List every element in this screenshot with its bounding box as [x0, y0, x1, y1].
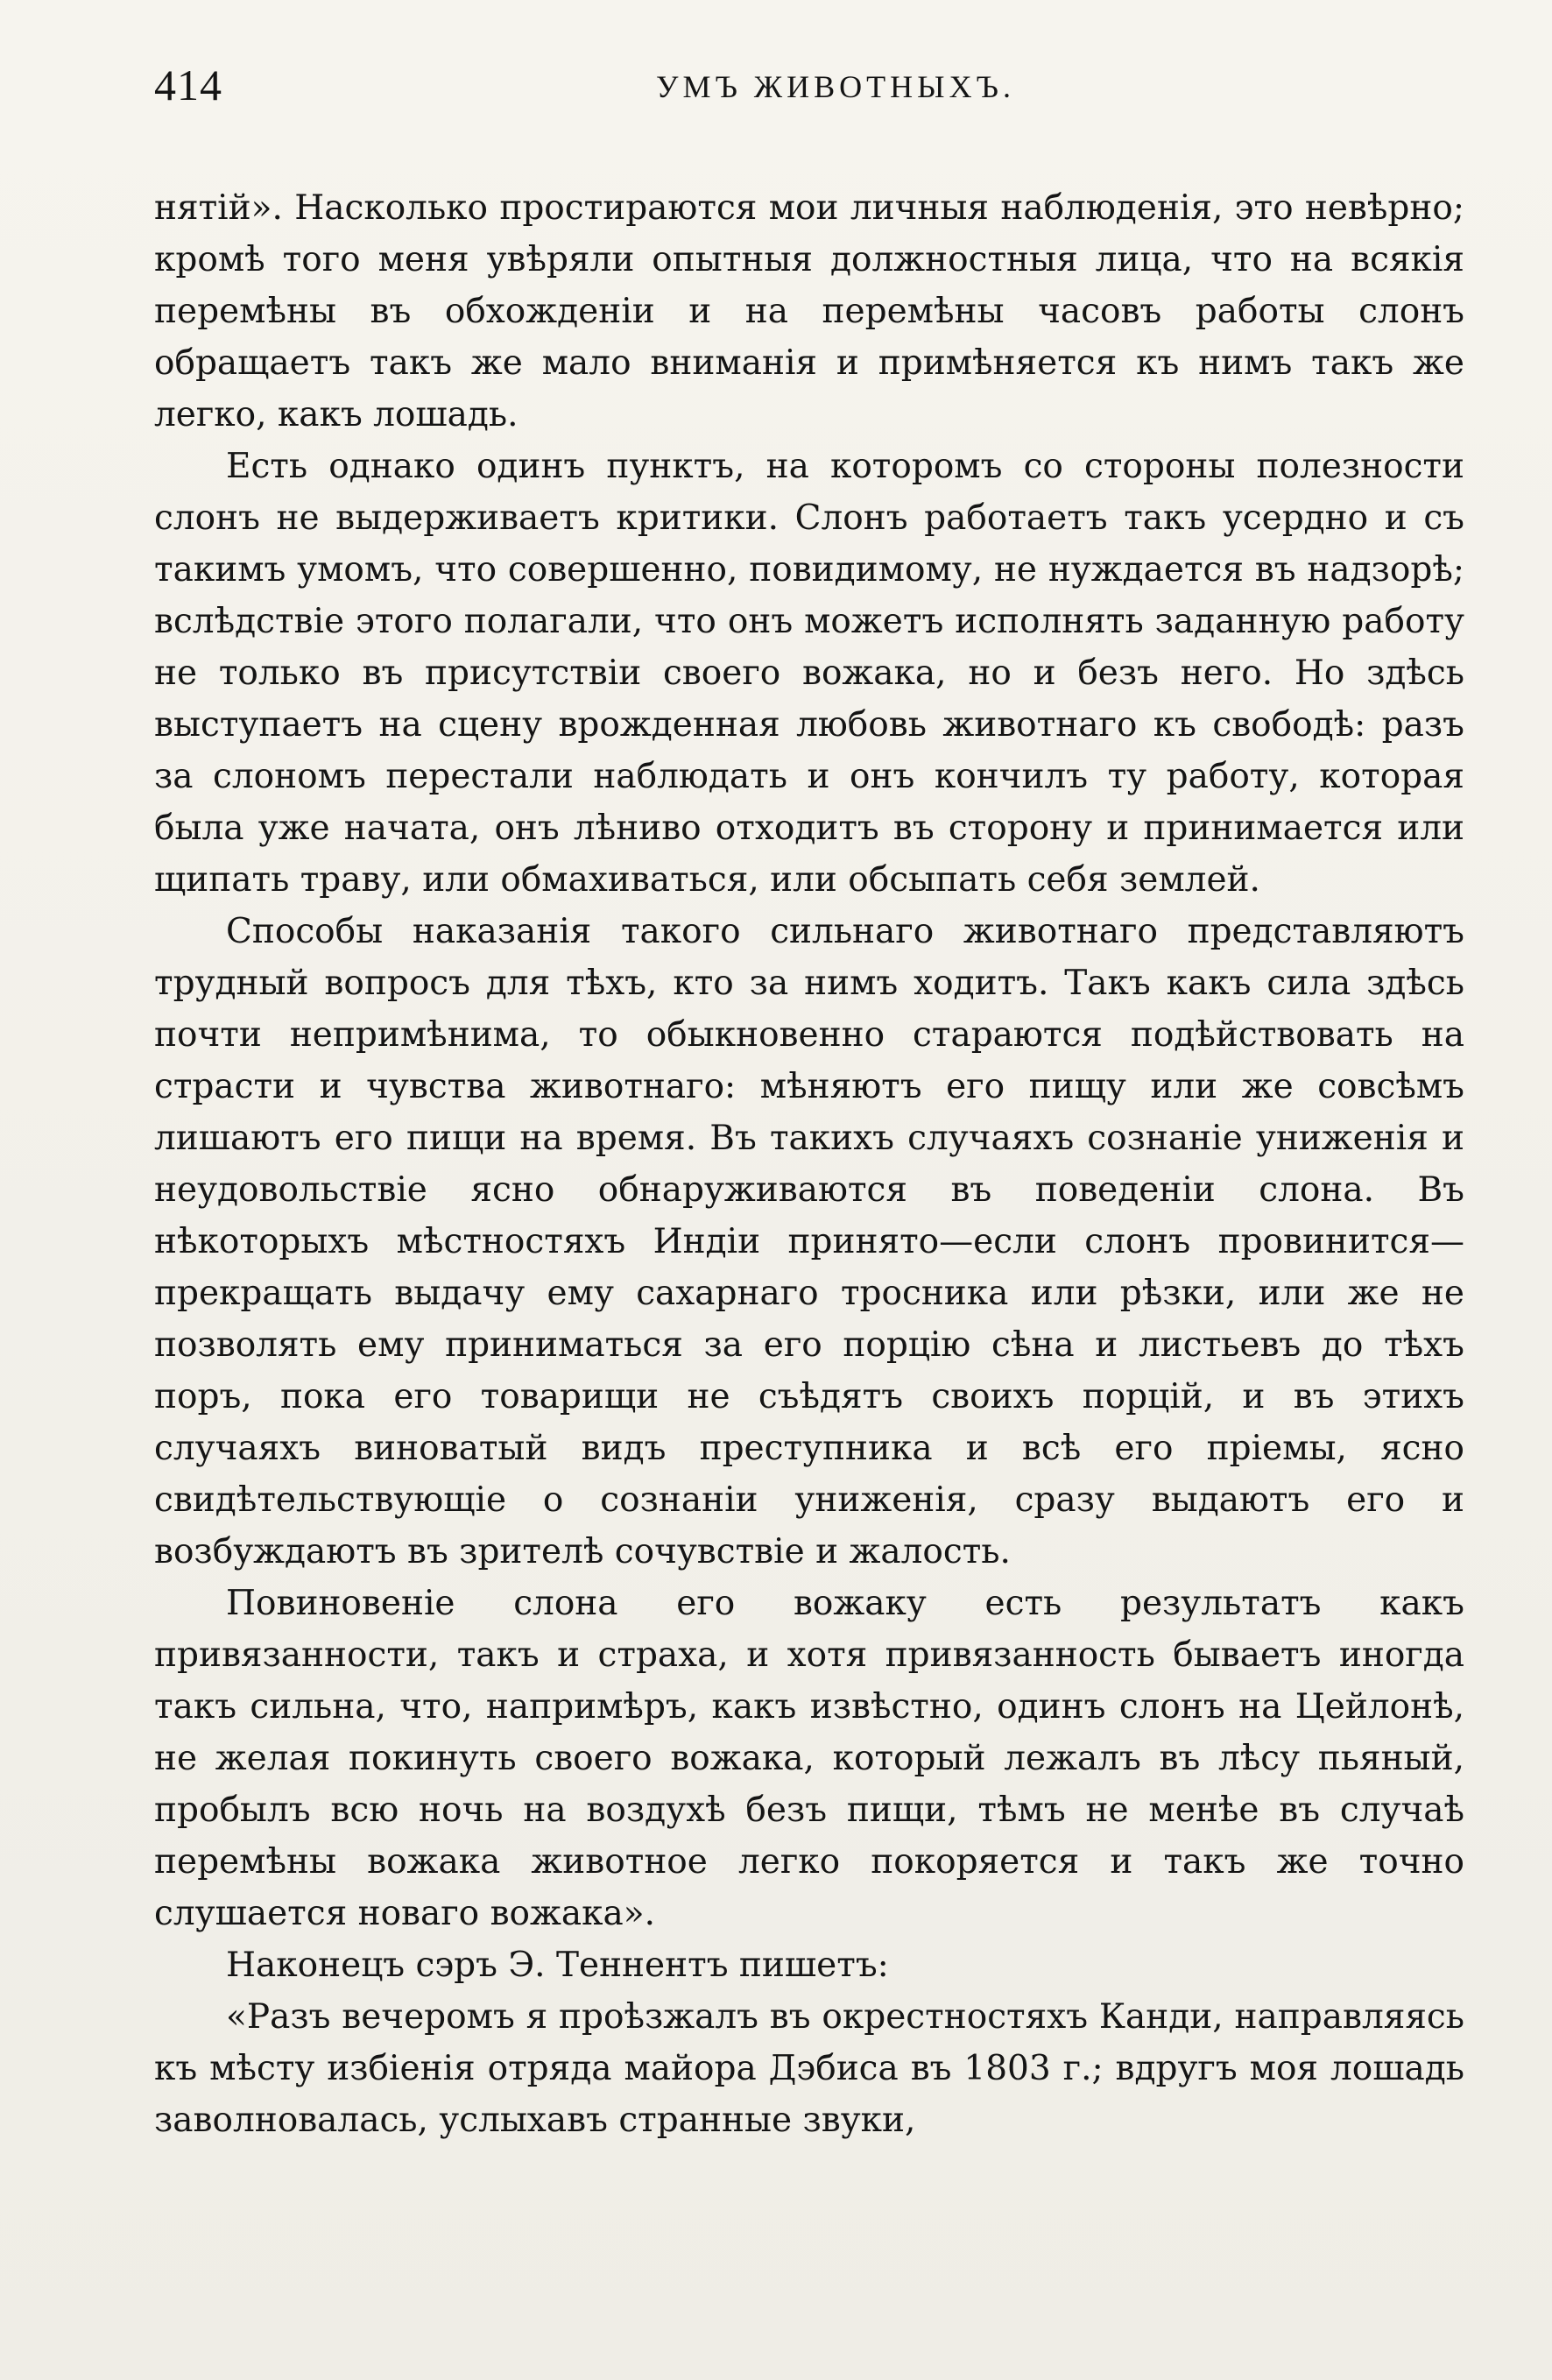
- body-text: [154, 182, 1464, 2146]
- paragraph-quote-start: «Разъ вечеромъ я проѣзжалъ въ окрестностяхъ Канди, направляясь къ мѣсту избіенія отряда майора Дэбиса въ 1803 г.; вдругъ моя лошадь заволновалась, услыхавъ странные звуки,: [154, 1997, 1464, 2140]
- running-head: [154, 60, 1464, 121]
- paragraph: Наконецъ сэръ Э. Теннентъ пишетъ:: [226, 1946, 889, 1985]
- paragraph: Способы наказанія такого сильнаго животнаго представляютъ трудный вопросъ для тѣхъ, кто за нимъ ходитъ. Такъ какъ сила здѣсь почти непримѣнима, то обыкновенно стараются подѣйствовать на страсти и чувства животнаго: мѣняютъ его пищу или же совсѣмъ лишаютъ его пищи на время. Въ такихъ случаяхъ сознаніе униженія и неудовольствіе ясно обнаруживаются въ поведеніи слона. Въ нѣкоторыхъ мѣстностяхъ Индіи принято—если слонъ провинится—прекращать выдачу ему сахарнаго тросника или рѣзки, или же не позволять ему приниматься за его порцію сѣна и листьевъ до тѣхъ поръ, пока его товарищи не съѣдятъ своихъ порцій, и въ этихъ случаяхъ виноватый видъ преступника и всѣ его пріемы, ясно свидѣтельствующіе о сознаніи униженія, сразу выдаютъ его и возбуждаютъ въ зрителѣ сочувствіе и жалость.: [154, 912, 1464, 1571]
- running-title: УМЪ ЖИВОТНЫХЪ.: [656, 69, 1015, 104]
- page-number: 414: [154, 60, 222, 109]
- paragraph: Есть однако одинъ пунктъ, на которомъ со стороны полезности слонъ не выдерживаетъ критики. Слонъ работаетъ такъ усердно и съ такимъ умомъ, что совершенно, повидимому, не нуждается въ надзорѣ; вслѣдствіе этого полагали, что онъ можетъ исполнять заданную работу не только въ присутствіи своего вожака, но и безъ него. Но здѣсь выступаетъ на сцену врожденная любовь животнаго къ свободѣ: разъ за слономъ перестали наблюдать и онъ кончилъ ту работу, которая была уже начата, онъ лѣниво отходитъ въ сторону и принимается или щипать траву, или обмахиваться, или обсыпать себя землей.: [154, 447, 1464, 900]
- paragraph-continued: нятій». Насколько простираются мои личныя наблюденія, это невѣрно; кромѣ того меня увѣряли опытныя должностныя лица, что на всякія перемѣны въ обхожденіи и на перемѣны часовъ работы слонъ обращаетъ такъ же мало вниманія и примѣняется къ нимъ такъ же легко, какъ лошадь.: [154, 188, 1464, 434]
- paragraph: Повиновеніе слона его вожаку есть результатъ какъ привязанности, такъ и страха, и хотя привязанность бываетъ иногда такъ сильна, что, напримѣръ, какъ извѣстно, одинъ слонъ на Цейлонѣ, не желая покинуть своего вожака, который лежалъ въ лѣсу пьяный, пробылъ всю ночь на воздухѣ безъ пищи, тѣмъ не менѣе въ случаѣ перемѣны вожака животное легко покоряется и такъ же точно слушается новаго вожака».: [154, 1584, 1464, 1933]
